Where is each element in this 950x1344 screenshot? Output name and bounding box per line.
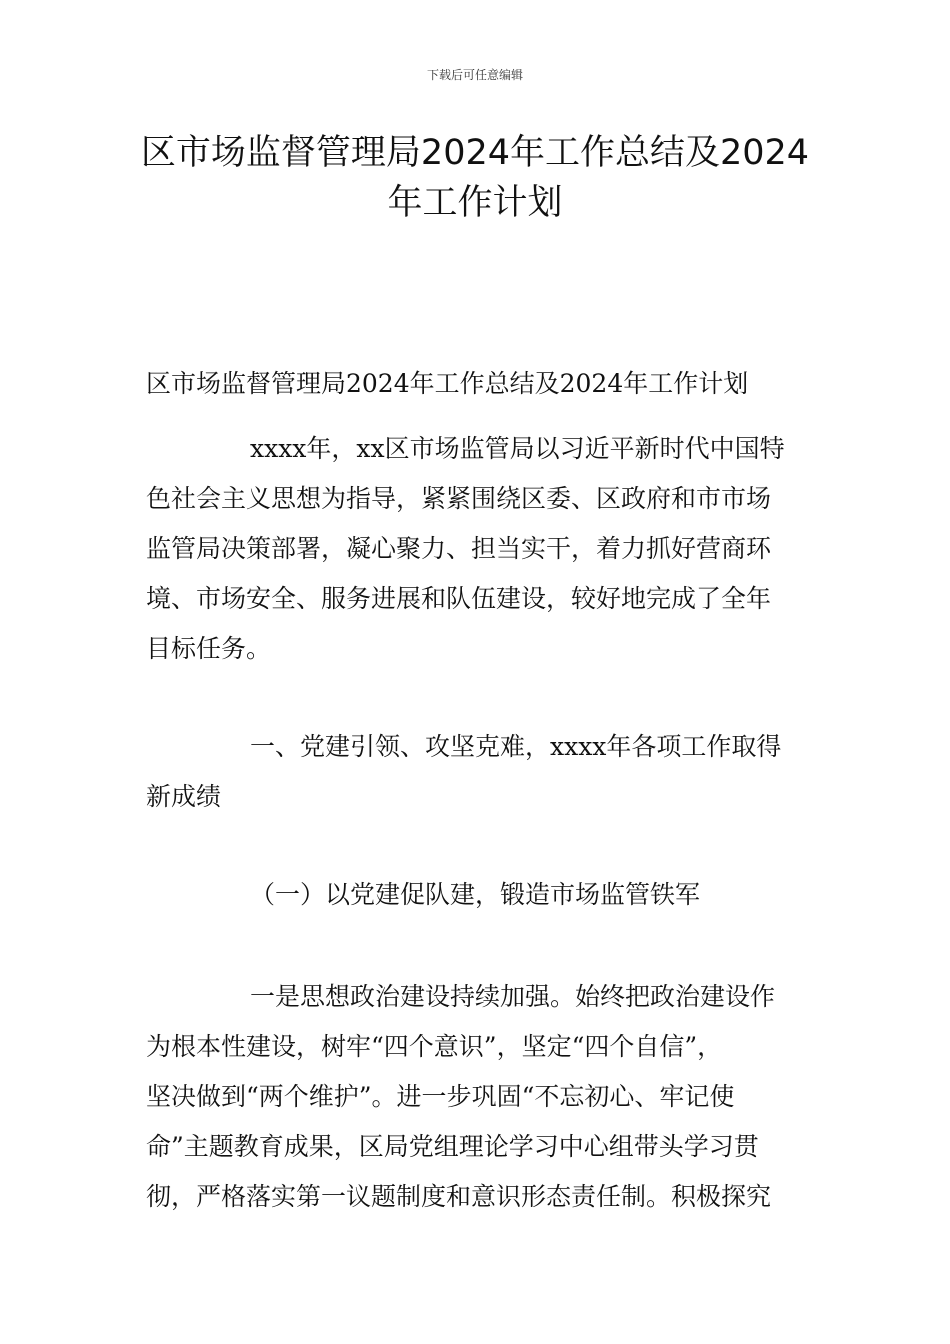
paragraph-line: 监管局决策部署，凝心聚力、担当实干，着力抓好营商环 [146, 534, 772, 563]
body-paragraph-1 [146, 972, 806, 1222]
document-title [120, 128, 830, 228]
paragraph-line: 彻，严格落实第一议题制度和意识形态责任制。积极探究 [146, 1182, 772, 1211]
subsection-heading-1 [146, 870, 806, 920]
doc-heading [146, 359, 806, 409]
subsection-heading-text: （一）以党建促队建，锻造市场监管铁军 [250, 880, 701, 909]
paragraph-line: 目标任务。 [146, 634, 272, 663]
paragraph-line: xxxx年，xx区市场监管局以习近平新时代中国特 [250, 434, 785, 463]
paragraph-line: 命”主题教育成果，区局党组理论学习中心组带头学习贯 [146, 1132, 759, 1161]
paragraph-line: 坚决做到“两个维护”。进一步巩固“不忘初心、牢记使 [146, 1082, 735, 1111]
section-heading-1 [146, 722, 806, 822]
header-note: 下载后可任意编辑 [426, 68, 523, 82]
paragraph-line: 为根本性建设，树牢“四个意识”，坚定“四个自信”， [146, 1032, 723, 1061]
paragraph-line: 一是思想政治建设持续加强。始终把政治建设作 [250, 982, 776, 1011]
doc-heading-text: 区市场监督管理局2024年工作总结及2024年工作计划 [146, 369, 749, 398]
intro-paragraph [146, 424, 806, 674]
paragraph-line: 色社会主义思想为指导，紧紧围绕区委、区政府和市市场 [146, 484, 772, 513]
title-line-2: 年工作计划 [387, 183, 563, 223]
paragraph-line: 境、市场安全、服务进展和队伍建设，较好地完成了全年 [146, 584, 772, 613]
section-heading-line: 一、党建引领、攻坚克难，xxxx年各项工作取得 [250, 732, 782, 761]
title-line-1: 区市场监督管理局2024年工作总结及2024 [140, 133, 810, 173]
section-heading-line: 新成绩 [146, 782, 222, 811]
